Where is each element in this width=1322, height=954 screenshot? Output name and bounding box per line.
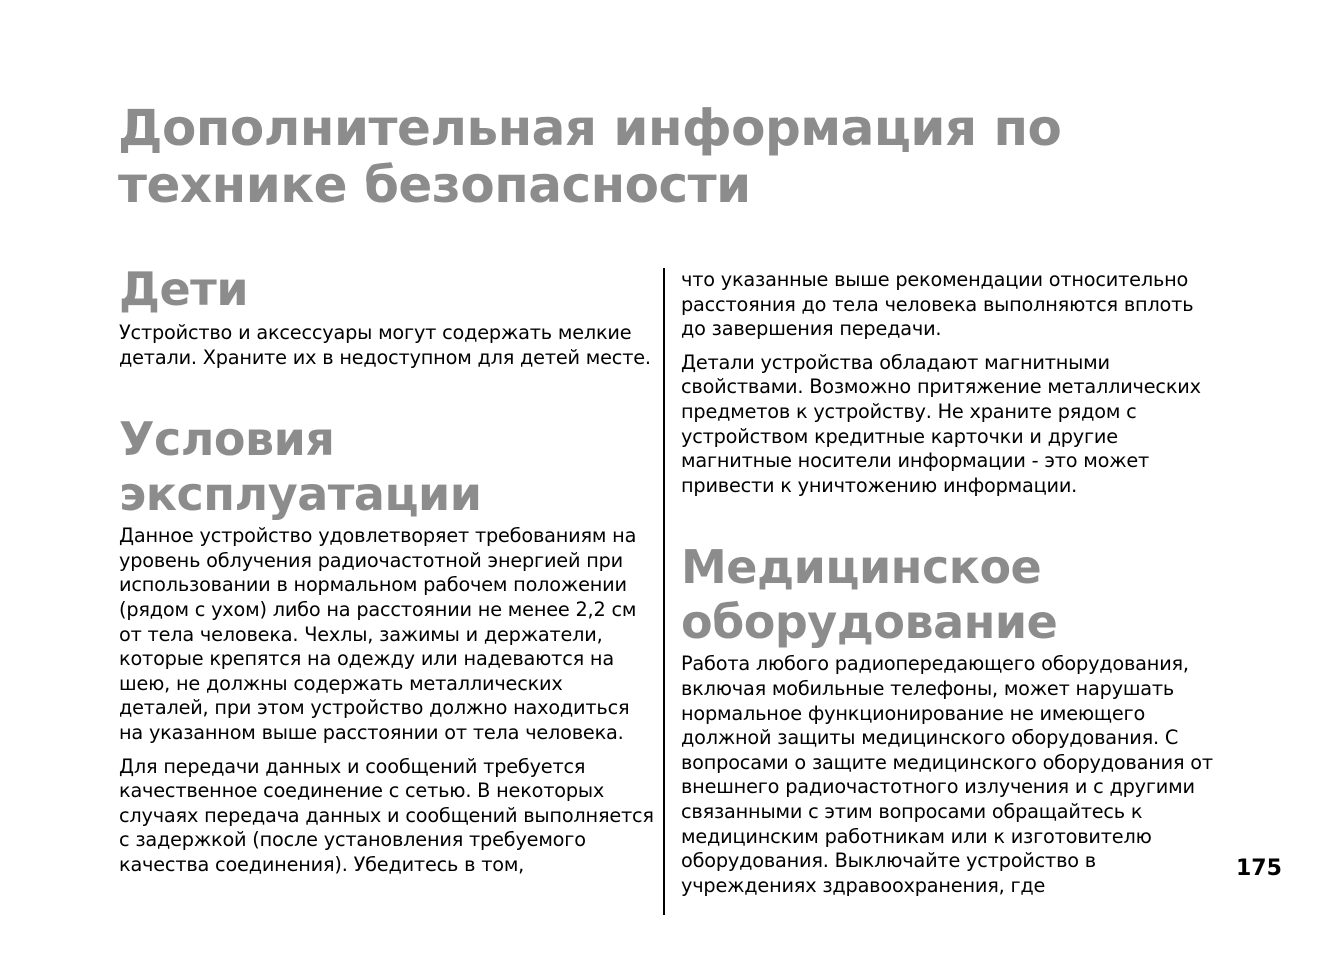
children-paragraph: Устройство и аксессуары могут содержать мелкие детали. Храните их в недоступном для детей месте.	[119, 321, 651, 369]
section-children	[119, 262, 654, 370]
right-column	[681, 268, 1221, 898]
medical-equipment-paragraph: Работа любого радиопередающего оборудования, включая мобильные телефоны, может нарушать нормальное функционирование не имеющего должной защиты медицинского оборудования. С вопросами о защите медицинского оборудования от внешнего радиочастотного излучения и с другими связанными с этим вопросами обращайтесь к медицинским работникам или к изготовителю оборудования. Выключайте устройство в учреждениях здравоохранения, где	[681, 652, 1213, 897]
section-heading-medical-equipment: Медицинское оборудование	[681, 540, 1058, 650]
left-column	[119, 262, 654, 878]
column-divider	[663, 268, 665, 915]
operating-conditions-paragraph-2: Для передачи данных и сообщений требуется качественное соединение с сетью. В некоторых случаях передача данных и сообщений выполняется с задержкой (после установления требуемого качества соединения). Убедитесь в том,	[119, 754, 654, 876]
continued-paragraph-1: что указанные выше рекомендации относительно расстояния до тела человека выполняются вплоть до завершения передачи.	[681, 268, 1194, 341]
section-medical-equipment	[681, 540, 1221, 898]
continued-paragraph-2: Детали устройства обладают магнитными свойствами. Возможно притяжение металлических предметов к устройству. Не храните рядом с устройством кредитные карточки и другие магнитные носители информации - это может привести к уничтожению информации.	[681, 350, 1201, 497]
section-operating-conditions-continued	[681, 268, 1221, 498]
page-title: Дополнительная информация по технике безопасности	[118, 99, 1062, 214]
operating-conditions-paragraph-1: Данное устройство удовлетворяет требованиям на уровень облучения радиочастотной энергией при использовании в нормальном рабочем положении (рядом с ухом) либо на расстоянии не менее 2,2 см от тела человека. Чехлы, зажимы и держатели, которые крепятся на одежду или надеваются на шею, не должны содержать металлических деталей, при этом устройство должно находиться на указанном выше расстоянии от тела человека.	[119, 524, 637, 744]
page-number: 175	[1236, 856, 1282, 881]
section-heading-operating-conditions: Условия эксплуатации	[119, 412, 482, 522]
section-heading-children: Дети	[119, 262, 249, 316]
section-operating-conditions	[119, 412, 654, 877]
